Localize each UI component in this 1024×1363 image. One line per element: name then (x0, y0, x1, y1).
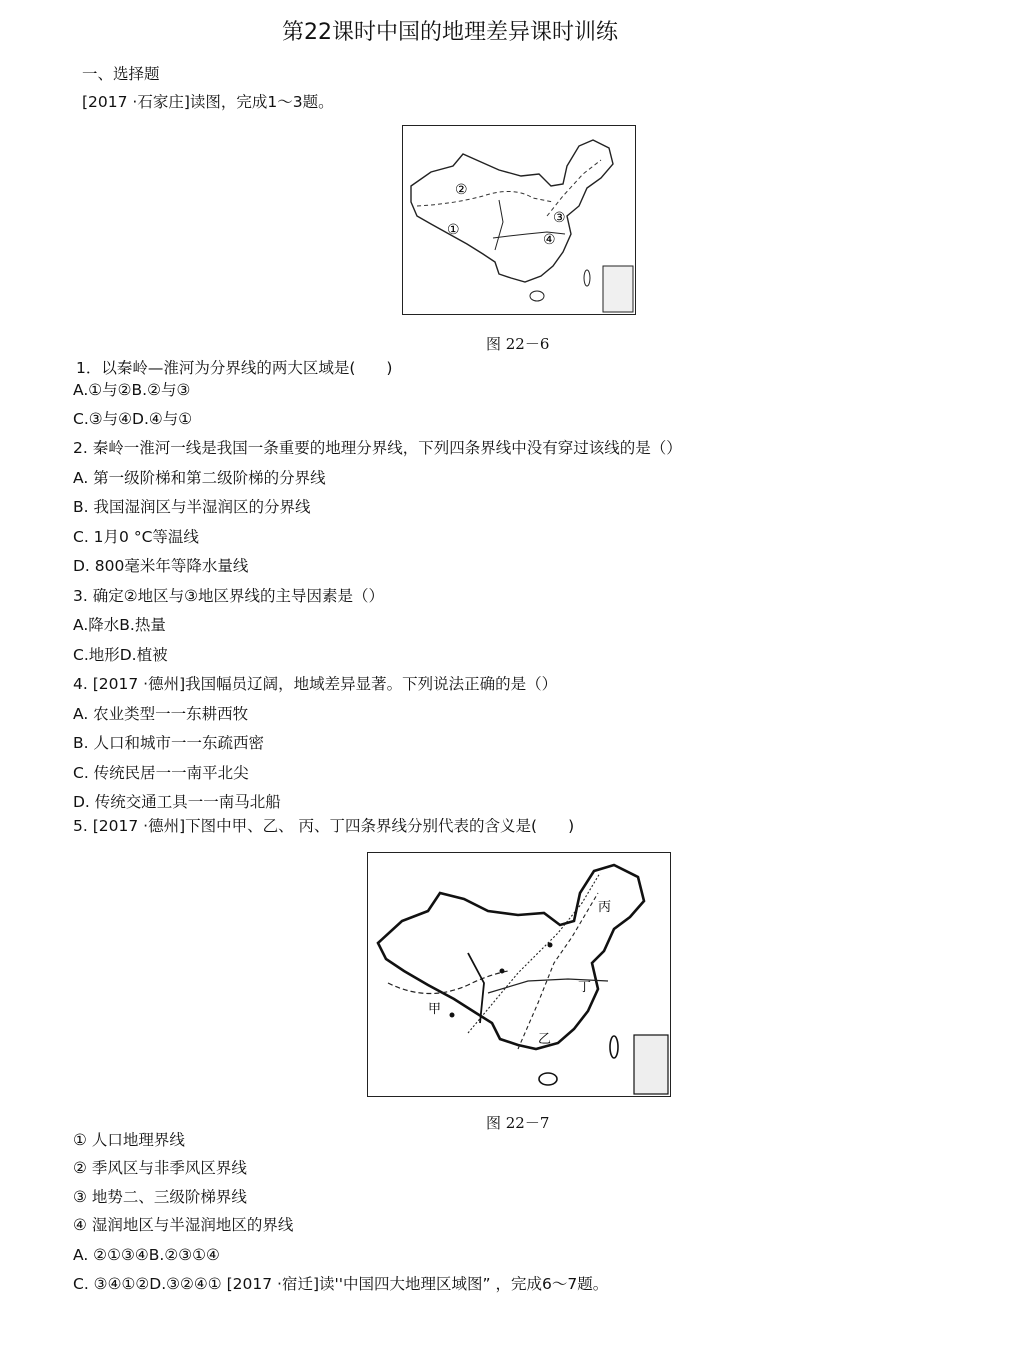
taiwan-island (584, 270, 590, 286)
taiwan-island (610, 1036, 618, 1058)
china-boundaries-map (367, 852, 671, 1097)
south-china-sea-inset (634, 1035, 668, 1094)
figure-caption-1: 图 22－6 (486, 335, 550, 353)
question-2-option-b: B. 我国湿润区与半湿润区的分界线 (73, 498, 311, 516)
region-label-1: ① (447, 222, 460, 238)
line-label-bing: 丙 (598, 900, 612, 915)
boundary-plateau (495, 200, 503, 250)
boundary-yi (518, 893, 598, 1049)
intro-text: [2017 ·石家庄]读图，完成1～3题。 (82, 93, 334, 111)
region-label-3: ③ (553, 210, 566, 226)
region-label-2: ② (455, 182, 468, 198)
question-5-options-cd: C. ③④①②D.③②④① [2017 ·宿迁]读''中国四大地理区域图” ，完成6～7题。 (73, 1275, 609, 1293)
question-1-options-ab: A.①与②B.②与③ (73, 381, 191, 399)
question-2-option-a: A. 第一级阶梯和第二级阶梯的分界线 (73, 469, 326, 487)
question-4-stem: 4. [2017 ·德州]我国幅员辽阔，地域差异显著。下列说法正确的是（） (73, 675, 558, 693)
page-title: 第22课时中国的地理差异课时训练 (282, 20, 618, 45)
question-3-options-ab: A.降水B.热量 (73, 616, 166, 634)
question-5-options-ab: A. ②①③④B.②③①④ (73, 1246, 220, 1264)
question-5-item-2: ② 季风区与非季风区界线 (73, 1159, 247, 1177)
question-4-option-d: D. 传统交通工具一一南马北船 (73, 793, 281, 811)
boundary-jia (388, 971, 508, 994)
question-3-stem: 3. 确定②地区与③地区界线的主导因素是（） (73, 587, 385, 605)
question-1-stem: 1．以秦岭—淮河为分界线的两大区域是( ) (76, 359, 393, 377)
question-1-options-cd: C.③与④D.④与① (73, 410, 193, 428)
question-4-option-c: C. 传统民居一一南平北尖 (73, 764, 249, 782)
region-label-4: ④ (543, 232, 556, 248)
china-outline (411, 140, 613, 282)
question-5-item-4: ④ 湿润地区与半湿润地区的界线 (73, 1216, 294, 1234)
china-regions-map-drawing (403, 126, 635, 314)
question-4-option-b: B. 人口和城市一一东疏西密 (73, 734, 264, 752)
city-dot (500, 969, 505, 974)
question-4-option-a: A. 农业类型一一东耕西牧 (73, 705, 249, 723)
question-2-option-c: C. 1月0 °C等温线 (73, 528, 199, 546)
city-dot (450, 1013, 455, 1018)
hainan-island (530, 291, 544, 301)
question-2-option-d: D. 800毫米年等降水量线 (73, 557, 249, 575)
hainan-island (539, 1073, 557, 1085)
china-outline (378, 865, 644, 1049)
city-dot (548, 943, 553, 948)
china-boundaries-map-drawing (368, 853, 670, 1096)
boundary-northwest (417, 191, 553, 206)
south-china-sea-inset (603, 266, 633, 312)
figure-caption-2: 图 22－7 (486, 1114, 550, 1132)
china-regions-map (402, 125, 636, 315)
line-label-jia: 甲 (428, 1002, 442, 1017)
line-label-ding: 丁 (578, 980, 592, 995)
question-2-stem: 2. 秦岭一淮河一线是我国一条重要的地理分界线，下列四条界线中没有穿过该线的是（） (73, 439, 682, 457)
section-heading: 一、选择题 (82, 65, 160, 83)
question-5-item-1: ① 人口地理界线 (73, 1131, 185, 1149)
question-5-stem: 5. [2017 ·德州]下图中甲、乙、 丙、丁四条界线分别代表的含义是( ) (73, 817, 575, 835)
line-label-yi: 乙 (538, 1032, 552, 1047)
question-5-item-3: ③ 地势二、三级阶梯界线 (73, 1188, 247, 1206)
question-3-options-cd: C.地形D.植被 (73, 646, 168, 664)
boundary-east (547, 160, 601, 216)
